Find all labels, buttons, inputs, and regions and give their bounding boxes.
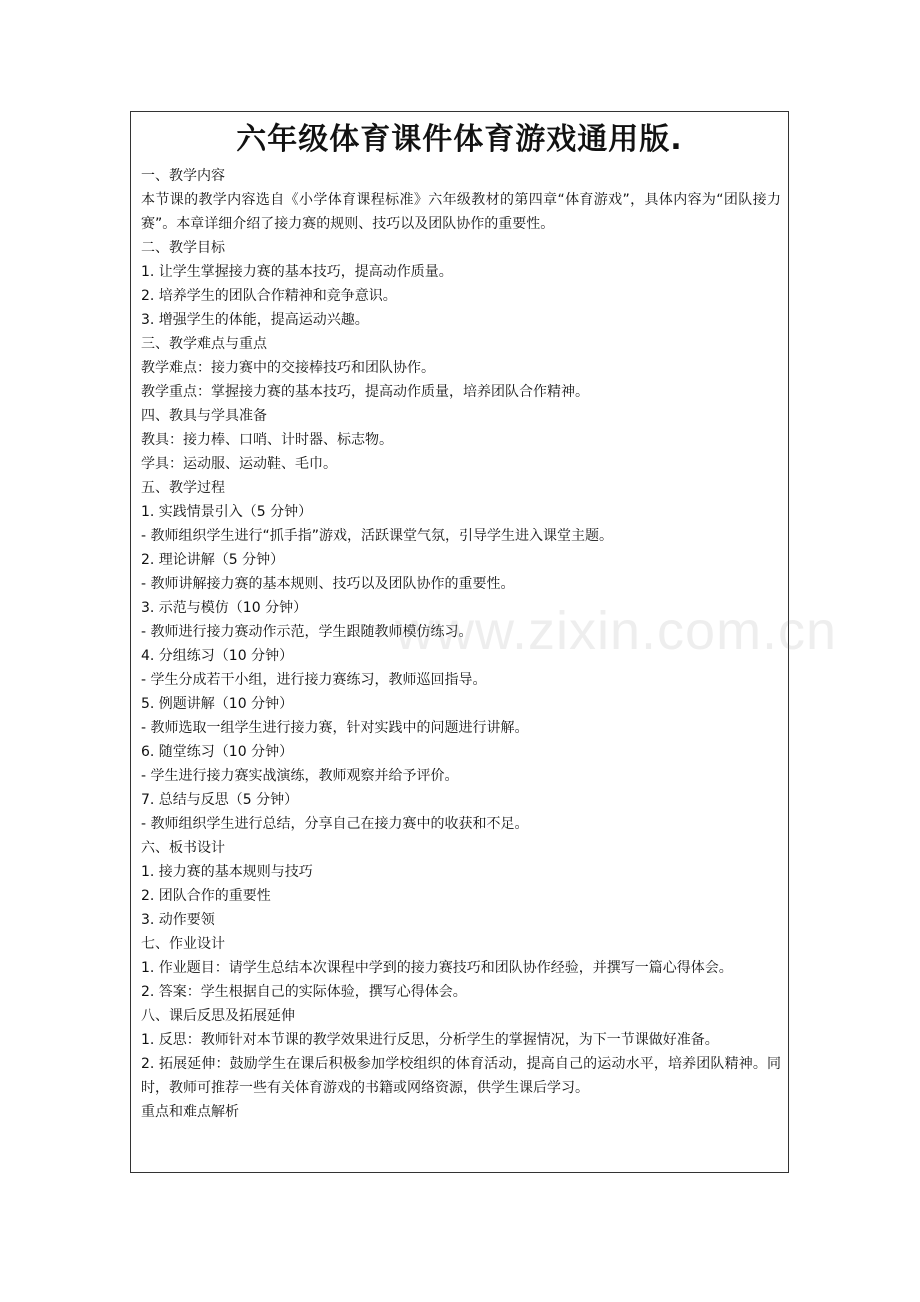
list-item: 3. 示范与模仿（10 分钟） bbox=[141, 600, 308, 616]
list-item-detail: - 学生分成若干小组，进行接力赛练习，教师巡回指导。 bbox=[141, 672, 487, 688]
list-item: 1. 让学生掌握接力赛的基本技巧，提高动作质量。 bbox=[141, 264, 453, 280]
list-item-detail: - 教师选取一组学生进行接力赛，针对实践中的问题进行讲解。 bbox=[141, 720, 529, 736]
list-item: 1. 实践情景引入（5 分钟） bbox=[141, 504, 313, 520]
paragraph: 本节课的教学内容选自《小学体育课程标准》六年级教材的第四章“体育游戏”，具体内容为“团队接力赛”。本章详细介绍了接力赛的规则、技巧以及团队协作的重要性。 bbox=[141, 192, 781, 232]
document-frame bbox=[130, 111, 789, 1173]
list-item-detail: - 教师进行接力赛动作示范，学生跟随教师模仿练习。 bbox=[141, 624, 473, 640]
list-item-detail: - 学生进行接力赛实战演练，教师观察并给予评价。 bbox=[141, 768, 459, 784]
list-item-detail: - 教师组织学生进行“抓手指”游戏，活跃课堂气氛，引导学生进入课堂主题。 bbox=[141, 528, 614, 544]
list-item: 2. 理论讲解（5 分钟） bbox=[141, 552, 285, 568]
list-item: 1. 接力赛的基本规则与技巧 bbox=[141, 864, 313, 880]
list-item-detail: - 教师讲解接力赛的基本规则、技巧以及团队协作的重要性。 bbox=[141, 576, 515, 592]
list-item: 2. 团队合作的重要性 bbox=[141, 888, 271, 904]
list-item: 3. 动作要领 bbox=[141, 912, 215, 928]
paragraph: 教学重点：掌握接力赛的基本技巧，提高动作质量，培养团队合作精神。 bbox=[141, 384, 589, 400]
section-heading: 五、教学过程 bbox=[141, 480, 225, 496]
watermark-text: www.zixin.com.cn bbox=[395, 601, 838, 661]
paragraph: 教学难点：接力赛中的交接棒技巧和团队协作。 bbox=[141, 360, 435, 376]
list-item: 1. 作业题目：请学生总结本次课程中学到的接力赛技巧和团队协作经验，并撰写一篇心得体会。 bbox=[141, 960, 733, 976]
list-item: 5. 例题讲解（10 分钟） bbox=[141, 696, 294, 712]
section-heading: 二、教学目标 bbox=[141, 240, 225, 256]
section-heading: 八、课后反思及拓展延伸 bbox=[141, 1008, 295, 1024]
list-item: 2. 答案：学生根据自己的实际体验，撰写心得体会。 bbox=[141, 984, 467, 1000]
paragraph: 学具：运动服、运动鞋、毛巾。 bbox=[141, 456, 337, 472]
list-item: 3. 增强学生的体能，提高运动兴趣。 bbox=[141, 312, 369, 328]
list-item-detail: - 教师组织学生进行总结，分享自己在接力赛中的收获和不足。 bbox=[141, 816, 529, 832]
list-item: 1. 反思：教师针对本节课的教学效果进行反思，分析学生的掌握情况，为下一节课做好准备。 bbox=[141, 1032, 719, 1048]
section-heading: 四、教具与学具准备 bbox=[141, 408, 267, 424]
list-item: 4. 分组练习（10 分钟） bbox=[141, 648, 294, 664]
list-item: 6. 随堂练习（10 分钟） bbox=[141, 744, 294, 760]
section-heading: 七、作业设计 bbox=[141, 936, 225, 952]
section-heading: 重点和难点解析 bbox=[141, 1104, 239, 1120]
section-heading: 六、板书设计 bbox=[141, 840, 225, 856]
list-item: 2. 培养学生的团队合作精神和竞争意识。 bbox=[141, 288, 397, 304]
section-heading: 一、教学内容 bbox=[141, 168, 225, 184]
section-heading: 三、教学难点与重点 bbox=[141, 336, 267, 352]
document-title: 六年级体育课件体育游戏通用版. bbox=[236, 122, 683, 157]
list-item: 7. 总结与反思（5 分钟） bbox=[141, 792, 299, 808]
paragraph: 教具：接力棒、口哨、计时器、标志物。 bbox=[141, 432, 393, 448]
document-body bbox=[141, 164, 781, 1124]
list-item: 2. 拓展延伸：鼓励学生在课后积极参加学校组织的体育活动，提高自己的运动水平，培养团队精神。同时，教师可推荐一些有关体育游戏的书籍或网络资源，供学生课后学习。 bbox=[141, 1056, 781, 1096]
